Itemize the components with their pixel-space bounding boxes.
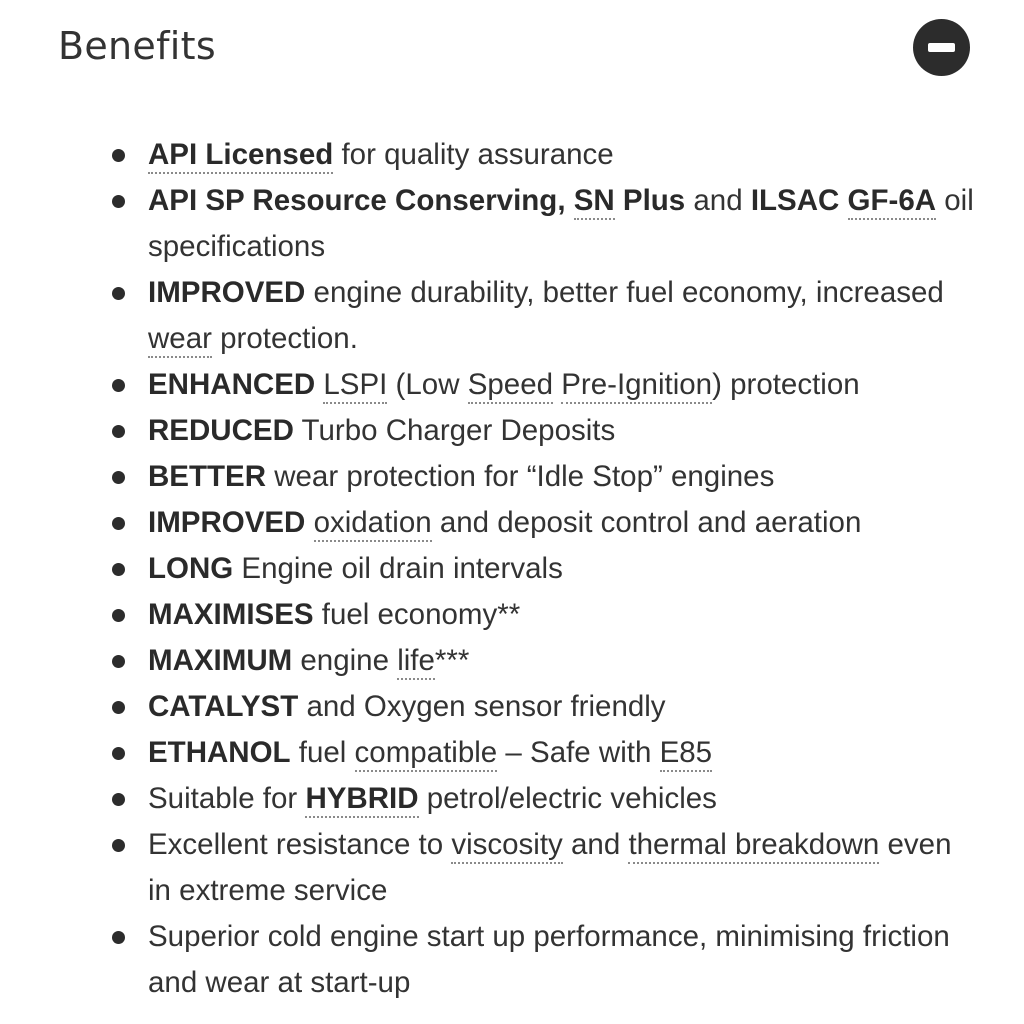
benefit-keyword: BETTER xyxy=(148,460,266,493)
benefit-text: and Oxygen sensor friendly xyxy=(298,690,666,723)
minus-circle-icon xyxy=(928,43,955,52)
glossary-term-link[interactable]: wear xyxy=(148,322,212,358)
benefit-item xyxy=(148,914,978,1006)
benefit-item xyxy=(148,270,978,362)
benefits-list xyxy=(148,132,978,1006)
benefit-keyword: ENHANCED xyxy=(148,368,316,401)
benefit-keyword: API SP Resource Conserving, xyxy=(148,184,574,217)
glossary-term-link[interactable]: HYBRID xyxy=(305,782,418,818)
glossary-term-link[interactable]: Speed xyxy=(468,368,553,404)
glossary-term-link[interactable]: life xyxy=(397,644,435,680)
benefit-item xyxy=(148,132,978,178)
benefit-text: (Low xyxy=(387,368,468,401)
benefit-item xyxy=(148,500,978,546)
benefit-keyword: MAXIMUM xyxy=(148,644,293,677)
benefit-item xyxy=(148,684,978,730)
benefit-text: Excellent resistance to xyxy=(148,828,452,861)
benefit-item xyxy=(148,362,978,408)
benefit-text xyxy=(553,368,561,401)
benefit-text: and deposit control and aeration xyxy=(431,506,862,539)
glossary-term-link[interactable]: SN xyxy=(574,184,615,220)
benefit-text: petrol/electric vehicles xyxy=(418,782,717,815)
benefit-text: wear protection for “Idle Stop” engines xyxy=(266,460,775,493)
benefit-keyword: LONG xyxy=(148,552,234,585)
benefit-text: for quality assurance xyxy=(333,138,614,171)
benefit-text: ) protection xyxy=(712,368,860,401)
benefit-text: *** xyxy=(434,644,470,677)
collapse-button[interactable] xyxy=(913,19,970,76)
section-title: Benefits xyxy=(58,24,216,68)
benefit-keyword: MAXIMISES xyxy=(148,598,314,631)
benefit-item xyxy=(148,730,978,776)
glossary-term-link[interactable]: viscosity xyxy=(451,828,562,864)
benefit-item xyxy=(148,408,978,454)
benefit-text: protection. xyxy=(211,322,358,355)
benefit-item xyxy=(148,178,978,270)
glossary-term-link[interactable]: GF-6A xyxy=(848,184,937,220)
benefit-item xyxy=(148,822,978,914)
benefit-item xyxy=(148,546,978,592)
benefit-text: and xyxy=(685,184,751,217)
benefit-item xyxy=(148,592,978,638)
benefit-text: – Safe with xyxy=(497,736,660,769)
benefit-keyword: ILSAC xyxy=(750,184,848,217)
glossary-term-link[interactable]: Pre-Ignition xyxy=(561,368,712,404)
benefit-text: Suitable for xyxy=(148,782,306,815)
benefit-text: Superior cold engine start up performance, minimising friction and wear at start-up xyxy=(148,920,950,999)
benefit-keyword: Plus xyxy=(614,184,686,217)
benefit-text: fuel economy** xyxy=(313,598,521,631)
benefit-text: even in extreme service xyxy=(148,828,952,907)
glossary-term-link[interactable]: E85 xyxy=(660,736,713,772)
glossary-term-link[interactable]: oxidation xyxy=(314,506,432,542)
benefit-text: engine xyxy=(292,644,398,677)
benefit-text: fuel xyxy=(290,736,355,769)
benefit-text: Turbo Charger Deposits xyxy=(293,414,616,447)
benefit-text xyxy=(305,506,313,539)
benefit-text: engine durability, better fuel economy, increased xyxy=(305,276,944,309)
glossary-term-link[interactable]: API Licensed xyxy=(148,138,333,174)
benefit-item xyxy=(148,776,978,822)
benefit-text: and xyxy=(562,828,629,861)
glossary-term-link[interactable]: compatible xyxy=(355,736,498,772)
benefit-keyword: REDUCED xyxy=(148,414,294,447)
glossary-term-link[interactable]: LSPI xyxy=(323,368,387,404)
benefit-keyword: ETHANOL xyxy=(148,736,291,769)
benefit-keyword: IMPROVED xyxy=(148,276,306,309)
section-header xyxy=(58,18,970,78)
benefit-item xyxy=(148,454,978,500)
glossary-term-link[interactable]: thermal breakdown xyxy=(628,828,879,864)
benefit-keyword: CATALYST xyxy=(148,690,299,723)
benefit-text: Engine oil drain intervals xyxy=(233,552,563,585)
benefit-keyword: IMPROVED xyxy=(148,506,306,539)
benefit-text: oil specifications xyxy=(148,184,974,263)
benefit-item xyxy=(148,638,978,684)
